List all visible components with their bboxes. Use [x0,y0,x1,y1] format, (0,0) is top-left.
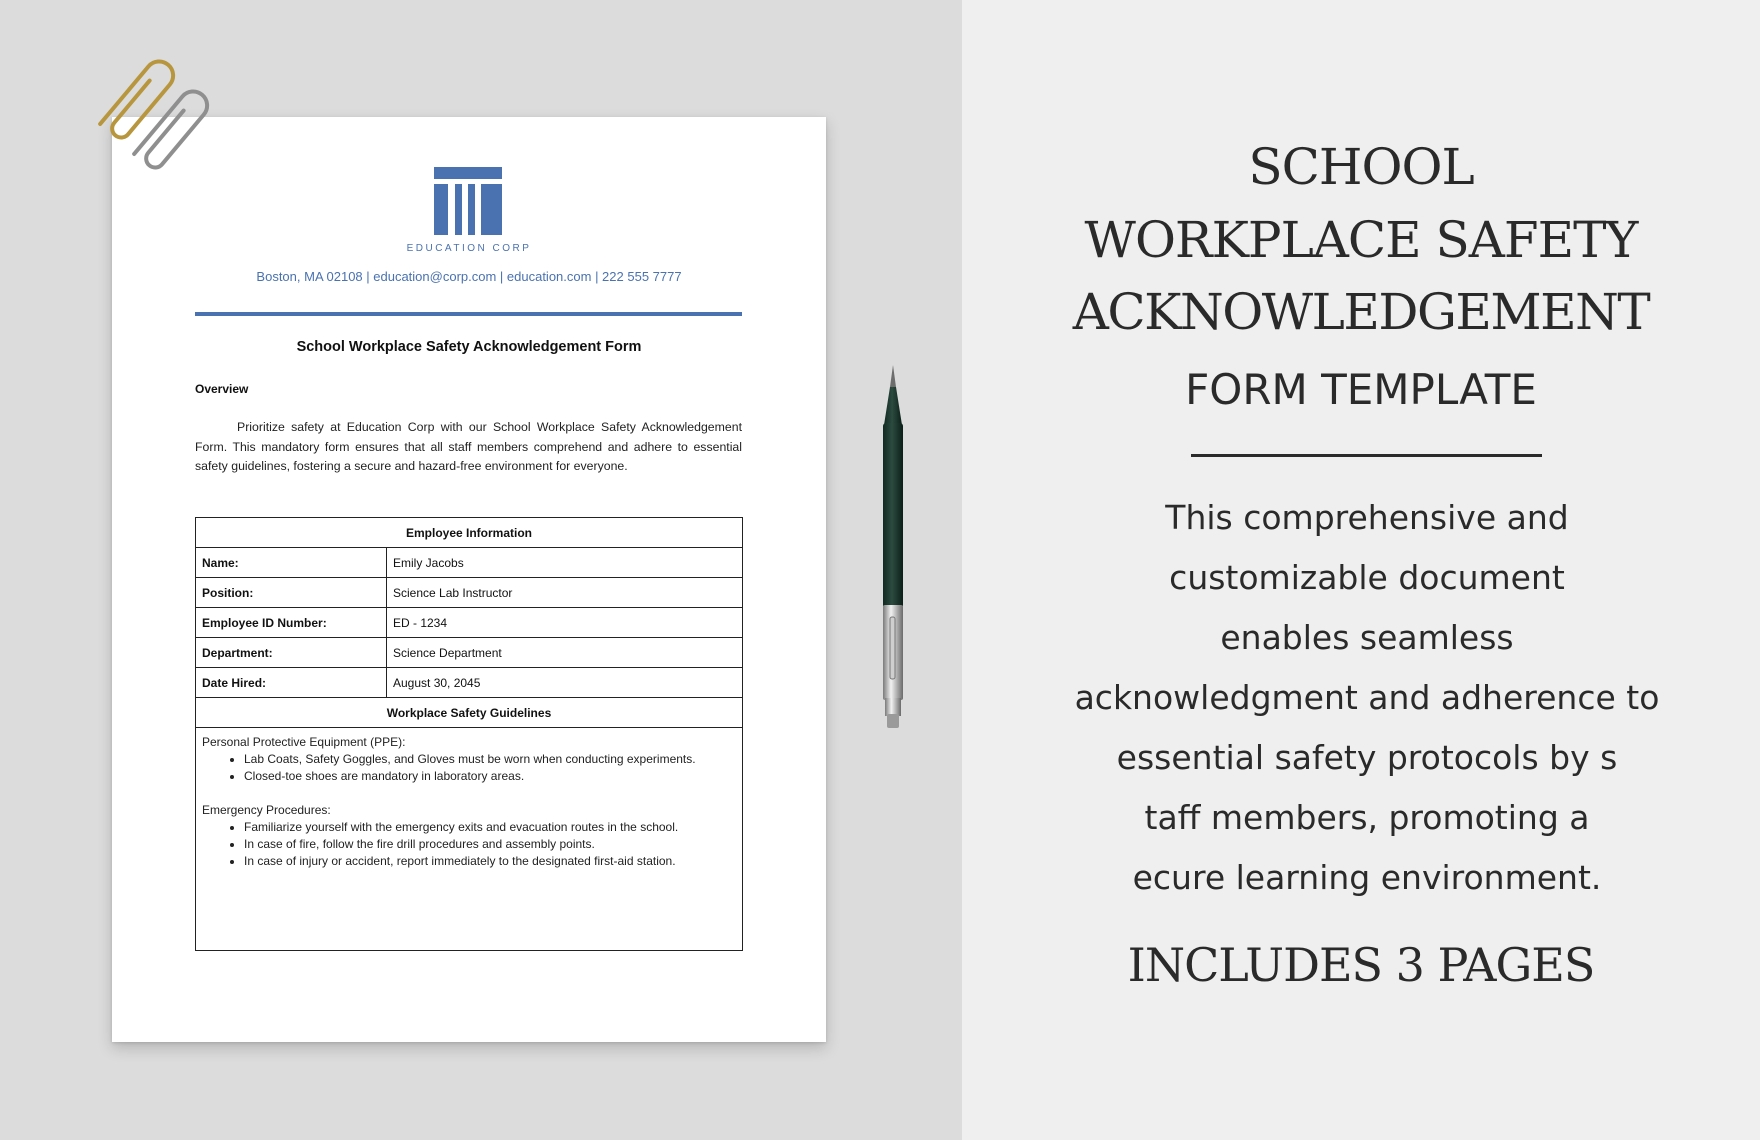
row-label: Position: [196,578,387,608]
table-row [196,728,743,951]
row-value: Emily Jacobs [387,548,743,578]
pages-note: INCLUDES 3 PAGES [1127,938,1595,992]
paperclip-icon [78,50,218,200]
list-item: • Closed-toe shoes are mandatory in laboratory areas. [244,768,736,785]
description-line: ecure learning environment. [1132,858,1602,897]
document-page [112,117,826,1042]
table-row [196,608,743,638]
education-corp-logo-icon [434,167,502,235]
row-value: Science Lab Instructor [387,578,743,608]
table-row [196,548,743,578]
logo-caption: EDUCATION CORP [406,243,532,254]
ppe-list [202,751,736,785]
description-line: acknowledgment and adherence to [1074,678,1660,717]
promo-divider [1191,454,1542,457]
header-divider [195,312,742,316]
employee-info-table [195,517,743,951]
row-value: August 30, 2045 [387,668,743,698]
contact-line: Boston, MA 02108 | education@corp.com | education.com | 222 555 7777 [256,269,682,284]
description-line: essential safety protocols by s [1116,738,1618,777]
promo-heading-line-3: ACKNOWLEDGEMENT [1072,283,1650,341]
emergency-heading: Emergency Procedures: [202,803,331,817]
overview-paragraph: Prioritize safety at Education Corp with our School Workplace Safety Acknowledgement Form. This mandatory form ensures that all staff members comprehend and adhere to essential safety guidelines, fostering a secure and hazard-free environment for everyone. [195,420,742,474]
list-item: • Lab Coats, Safety Goggles, and Gloves must be worn when conducting experiments. [244,751,736,768]
overview-heading: Overview [195,382,249,396]
ppe-heading: Personal Protective Equipment (PPE): [202,735,406,749]
description-line: customizable document [1169,558,1565,597]
pen-icon [876,365,910,750]
row-label: Name: [196,548,387,578]
document-title: School Workplace Safety Acknowledgement Form [296,339,642,355]
employee-info-heading: Employee Information [196,518,743,548]
guidelines-heading: Workplace Safety Guidelines [196,698,743,728]
description-line: This comprehensive and [1165,498,1569,537]
promo-description [1040,488,1694,908]
list-item: • In case of injury or accident, report immediately to the designated first-aid station. [244,853,736,870]
table-row [196,668,743,698]
table-row [196,698,743,728]
row-label: Date Hired: [196,668,387,698]
promo-heading-line-1: SCHOOL [1248,138,1474,196]
description-line: enables seamless [1220,618,1514,657]
list-item: • Familiarize yourself with the emergency exits and evacuation routes in the school. [244,819,736,836]
table-row [196,638,743,668]
promo-heading-line-2: WORKPLACE SAFETY [1084,211,1638,269]
spacer [202,785,736,802]
list-item: • In case of fire, follow the fire drill procedures and assembly points. [244,836,736,853]
description-line: taff members, promoting a [1144,798,1590,837]
row-value: ED - 1234 [387,608,743,638]
row-label: Employee ID Number: [196,608,387,638]
table-row [196,578,743,608]
guidelines-content [196,728,743,951]
row-label: Department: [196,638,387,668]
emergency-list [202,819,736,870]
promo-subheading: FORM TEMPLATE [1185,365,1537,414]
row-value: Science Department [387,638,743,668]
table-row [196,518,743,548]
